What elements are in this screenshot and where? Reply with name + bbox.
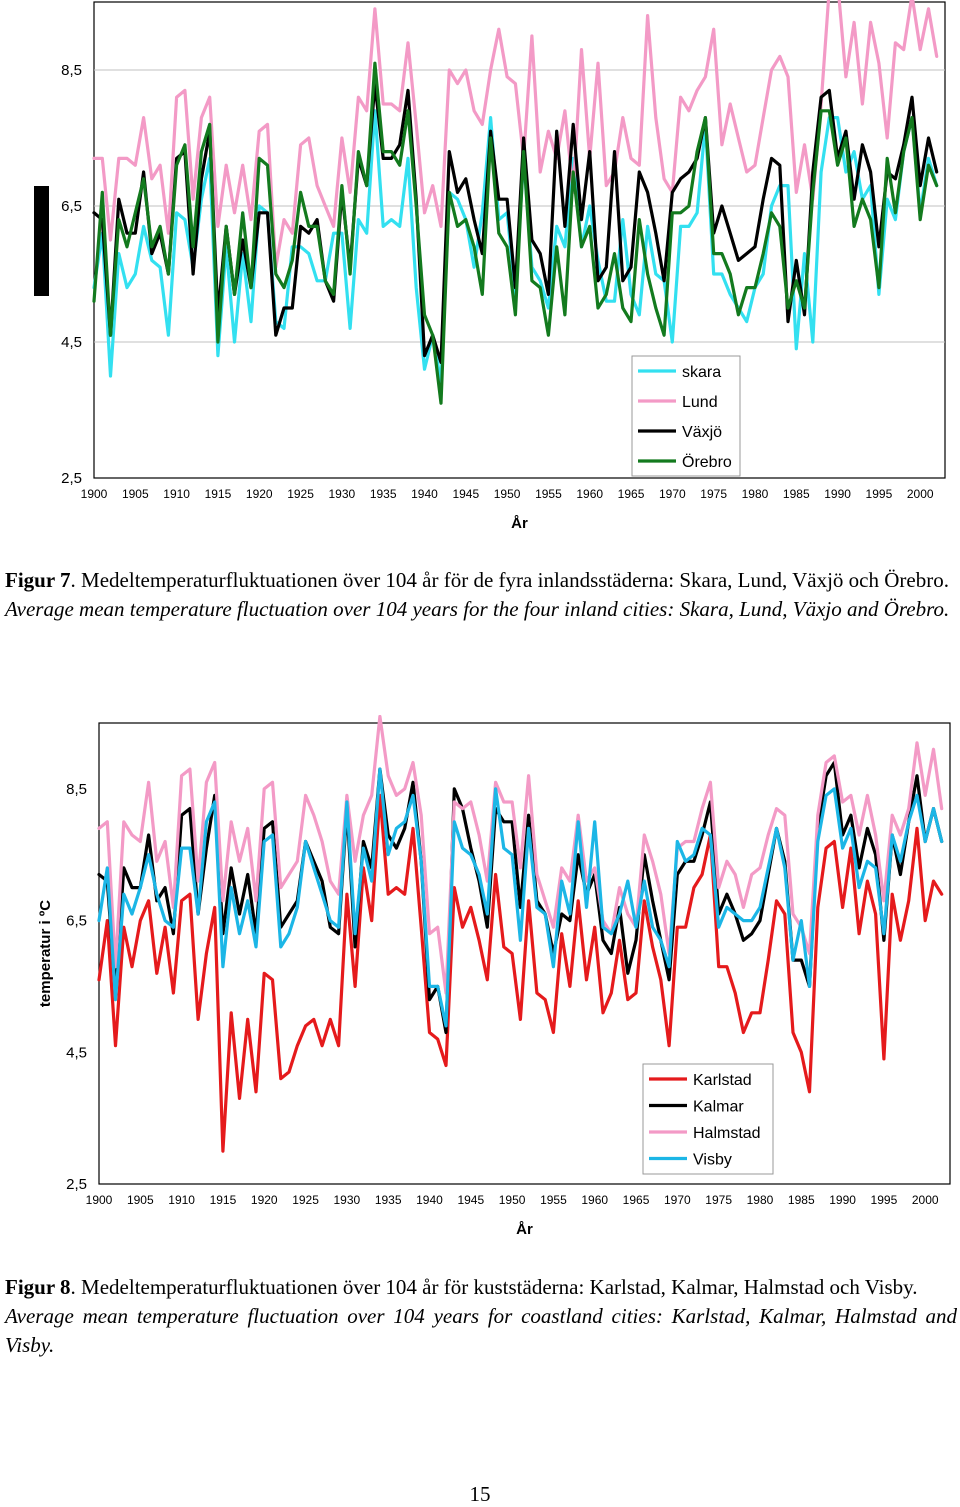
y-tick-label-0-1: 4,5 [61,334,82,351]
legend-label-1-2: Halmstad [693,1125,761,1142]
chart-inland-cities [0,0,960,545]
y-tick-label-0-3: 8,5 [61,62,82,79]
legend-label-1-0: Karlstad [693,1072,752,1089]
x-tick-label-0-19: 1995 [865,487,893,501]
x-tick-label-1-5: 1925 [292,1193,319,1207]
x-tick-label-0-7: 1935 [369,487,397,501]
y-tick-label-0-2: 6,5 [61,198,82,215]
x-tick-label-1-13: 1965 [622,1193,650,1207]
x-tick-label-0-3: 1915 [204,487,232,501]
x-tick-label-0-20: 2000 [906,487,934,501]
legend-label-0-1: Lund [682,394,718,411]
y-tick-label-1-1: 4,5 [66,1044,87,1062]
figure-8-caption [5,1273,957,1360]
legend-label-0-3: Örebro [682,454,732,471]
legend-label-0-0: skara [682,364,722,381]
x-tick-label-0-9: 1945 [452,487,480,501]
figure-8-caption-sv [5,1273,957,1302]
x-tick-label-0-4: 1920 [245,487,273,501]
figure-7-label: Figur 7 [5,568,71,592]
y-tick-label-0-0: 2,5 [61,470,82,487]
figure-7-caption-sv [5,566,957,595]
x-tick-label-0-10: 1950 [493,487,521,501]
y-axis-title-1: temperatur i ºC [37,899,54,1008]
x-tick-label-1-7: 1935 [374,1193,402,1207]
figure-7-text-en: Average mean temperature fluctuation over 104 years for the four inland cities: Skara, Lund, Växjo and Örebro. [5,597,950,621]
x-tick-label-1-18: 1990 [829,1193,856,1207]
y-tick-label-1-3: 8,5 [66,780,87,798]
y-tick-label-1-0: 2,5 [66,1176,87,1193]
figure-7-text-sv: . Medeltemperaturfluktuationen över 104 år för de fyra inlandsstäderna: Skara, Lund, Växjö och Örebro. [70,568,949,592]
x-tick-label-1-4: 1920 [250,1193,278,1207]
x-tick-label-0-14: 1970 [658,487,686,501]
x-tick-label-0-1: 1905 [121,487,149,501]
x-tick-label-0-0: 1900 [80,487,108,501]
x-tick-label-1-3: 1915 [209,1193,237,1207]
x-axis-title-0: År [511,515,528,532]
legend-label-0-2: Växjö [682,424,723,441]
x-tick-label-0-8: 1940 [411,487,438,501]
x-tick-label-1-6: 1930 [333,1193,361,1207]
figure-8-label: Figur 8 [5,1275,71,1299]
x-tick-label-0-11: 1955 [535,487,562,501]
legend-label-1-1: Kalmar [693,1098,744,1116]
figure-8-text-sv: . Medeltemperaturfluktuationen över 104 år för kuststäderna: Karlstad, Kalmar, Halmstad och Visby. [70,1275,918,1299]
chart-coastal-cities [0,715,960,1255]
x-tick-label-1-12: 1960 [581,1193,609,1207]
x-tick-label-0-5: 1925 [287,487,314,501]
legend-label-1-3: Visby [693,1151,732,1169]
x-tick-label-1-20: 2000 [911,1193,939,1207]
x-tick-label-0-18: 1990 [824,487,851,501]
y-tick-label-1-2: 6,5 [66,912,87,930]
page-number: 15 [469,1482,491,1506]
x-tick-label-0-6: 1930 [328,487,356,501]
x-tick-label-0-16: 1980 [741,487,769,501]
x-tick-label-1-14: 1970 [663,1193,691,1207]
x-tick-label-0-12: 1960 [576,487,604,501]
x-tick-label-1-11: 1955 [540,1193,567,1207]
x-tick-label-1-15: 1975 [705,1193,733,1207]
x-axis-title-1: År [516,1221,533,1238]
x-tick-label-1-17: 1985 [787,1193,815,1207]
x-tick-label-1-16: 1980 [746,1193,774,1207]
x-tick-label-0-2: 1910 [163,487,190,501]
x-tick-label-1-8: 1940 [416,1193,443,1207]
x-tick-label-1-9: 1945 [457,1193,485,1207]
x-tick-label-1-0: 1900 [85,1193,113,1207]
x-tick-label-1-1: 1905 [126,1193,154,1207]
figure-8-text-en: Average mean temperature fluctuation over 104 years for coastland cities: Karlstad, Kalmar, Halmstad and Visby. [5,1304,957,1357]
x-tick-label-0-17: 1985 [782,487,810,501]
figure-7-caption [5,566,957,624]
x-tick-label-1-10: 1950 [498,1193,526,1207]
x-tick-label-1-2: 1910 [168,1193,195,1207]
x-tick-label-0-13: 1965 [617,487,645,501]
x-tick-label-0-15: 1975 [700,487,728,501]
x-tick-label-1-19: 1995 [870,1193,898,1207]
